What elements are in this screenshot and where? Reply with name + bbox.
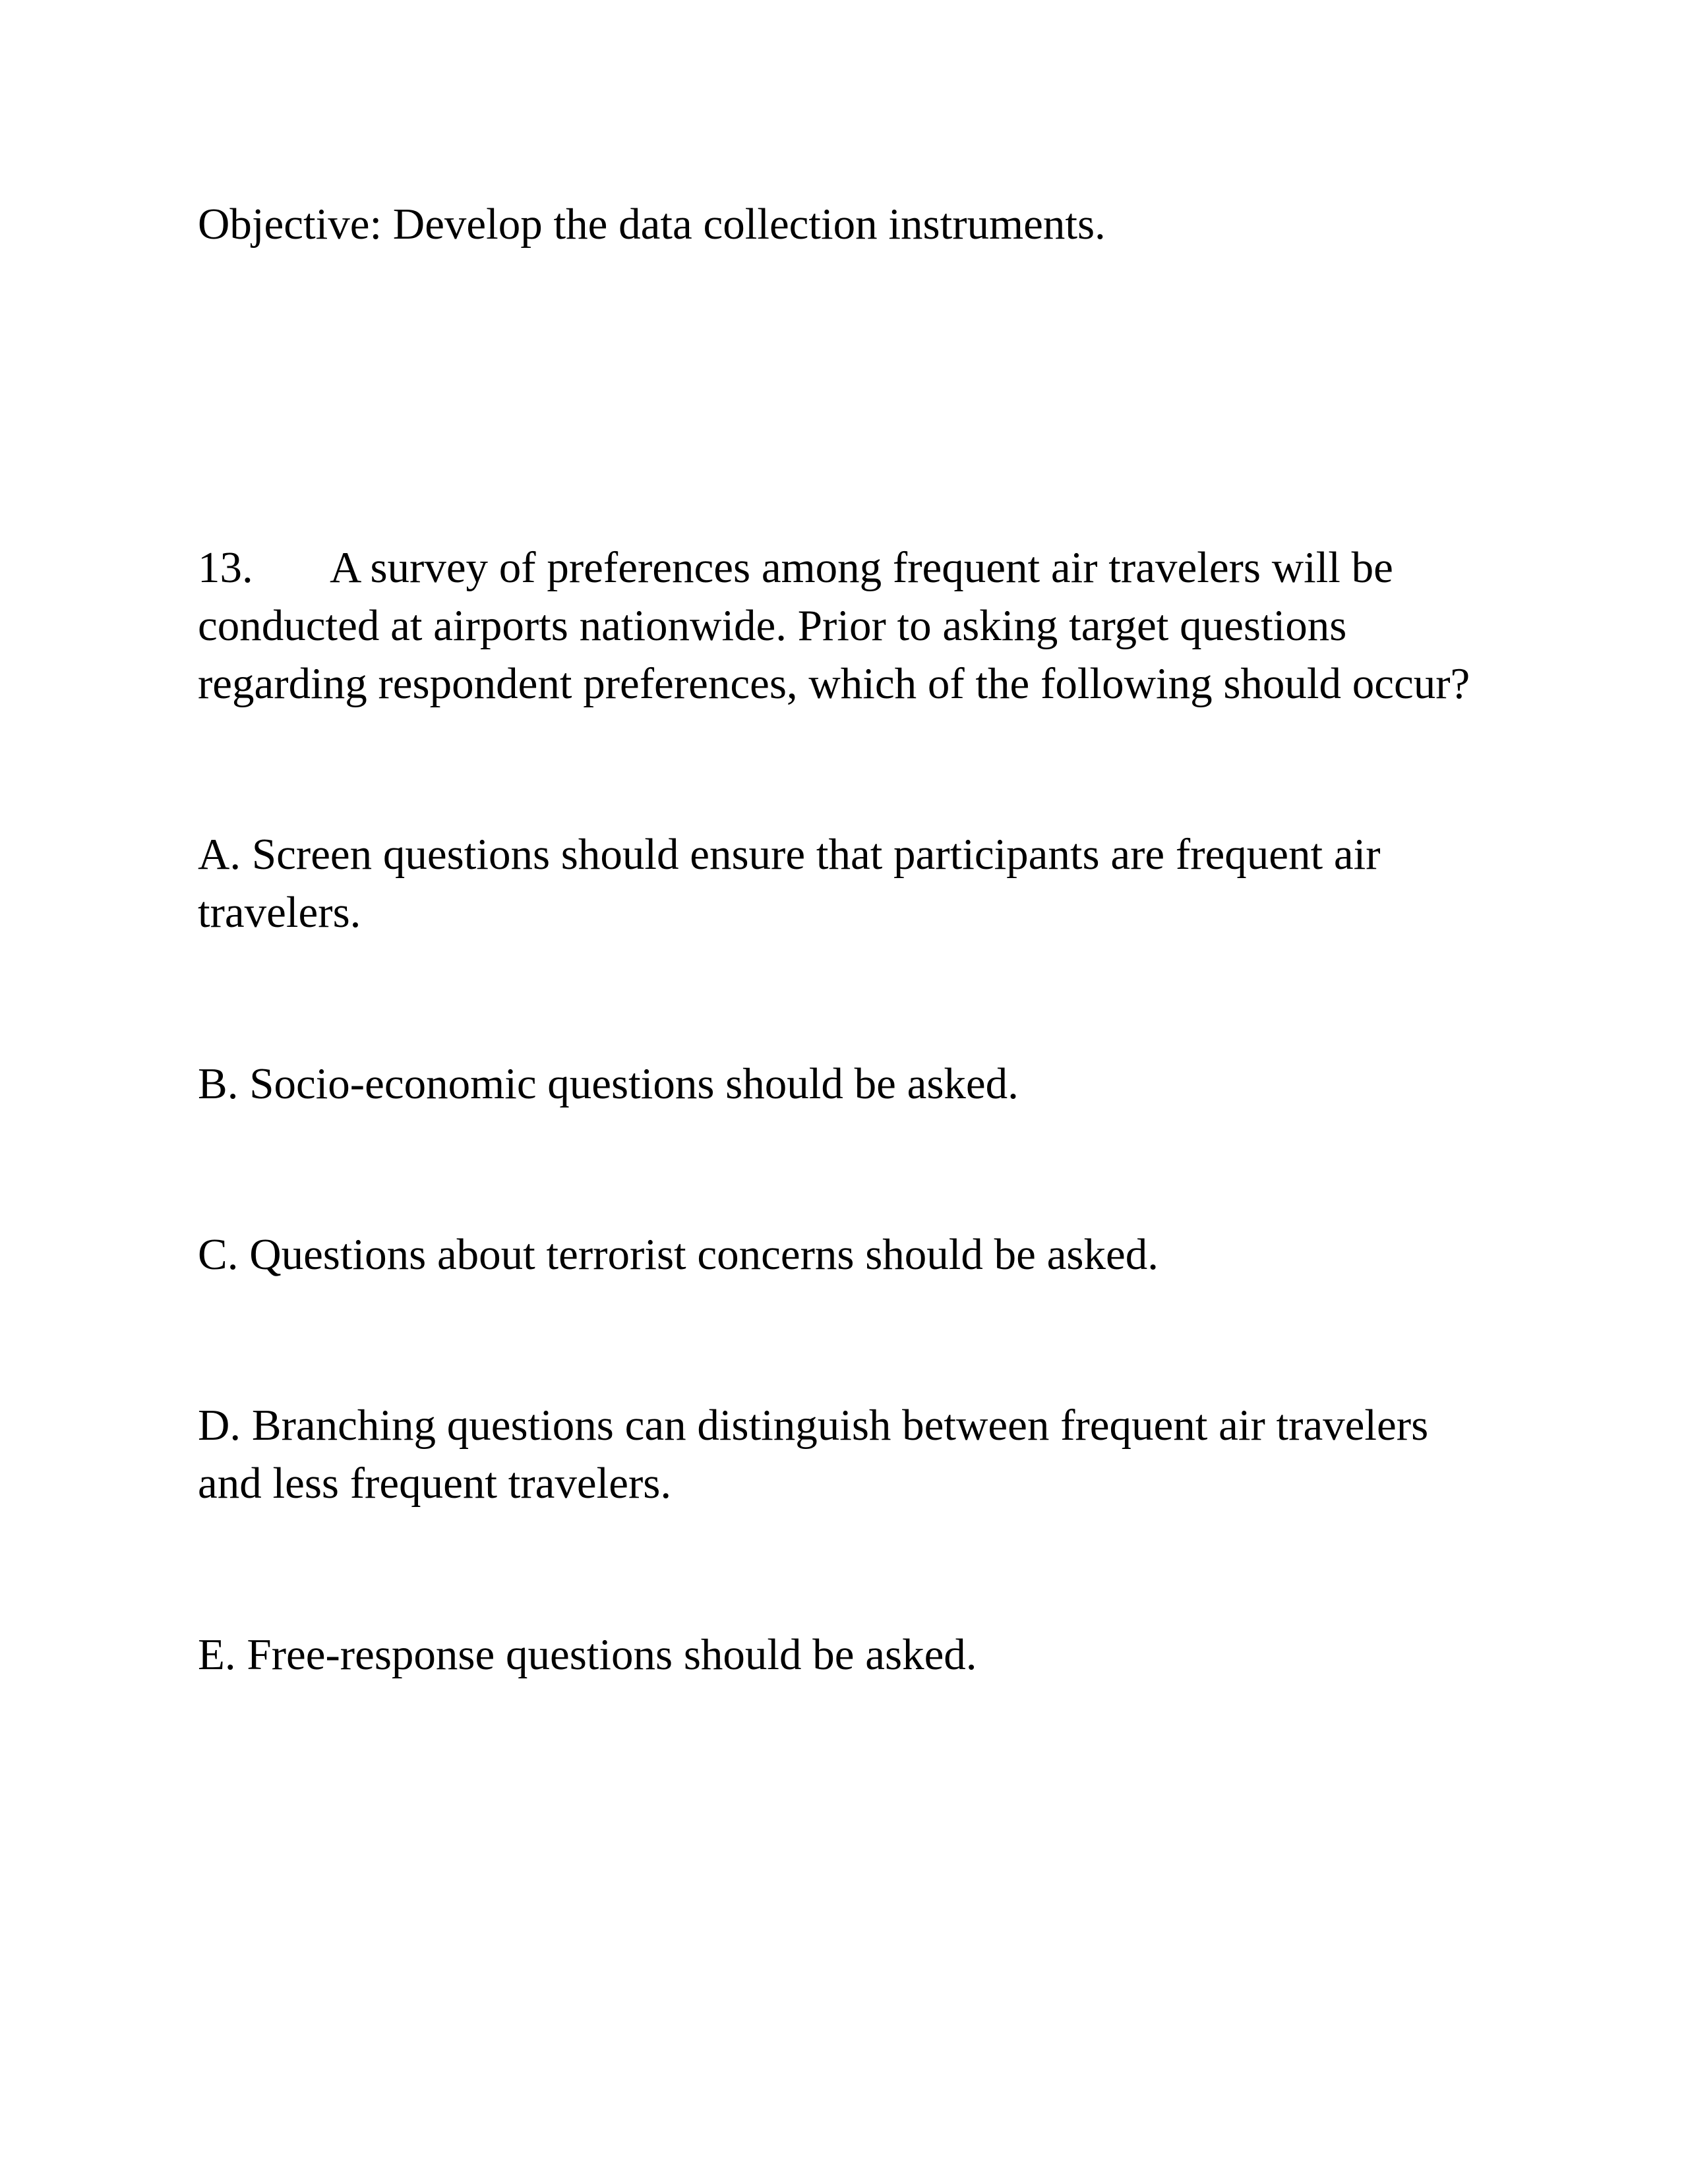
option-e: E. Free-response questions should be asked. <box>198 1630 977 1679</box>
question-number: 13. <box>198 543 253 592</box>
question-line-2: conducted at airports nationwide. Prior to asking target questions <box>198 601 1347 650</box>
option-c: C. Questions about terrorist concerns should be asked. <box>198 1230 1159 1279</box>
objective-text: Objective: Develop the data collection instruments. <box>198 200 1106 249</box>
question-line-3: regarding respondent preferences, which of the following should occur? <box>198 659 1470 708</box>
question-line-1 <box>198 539 1517 597</box>
option-a-line-1: A. Screen questions should ensure that participants are frequent air <box>198 830 1381 879</box>
option-a-line-2: travelers. <box>198 888 361 937</box>
option-b: B. Socio-economic questions should be asked. <box>198 1059 1019 1108</box>
question-line-1-text: A survey of preferences among frequent air travelers will be <box>330 543 1393 592</box>
option-d-line-2: and less frequent travelers. <box>198 1459 672 1508</box>
option-d-line-1: D. Branching questions can distinguish between frequent air travelers <box>198 1401 1429 1450</box>
